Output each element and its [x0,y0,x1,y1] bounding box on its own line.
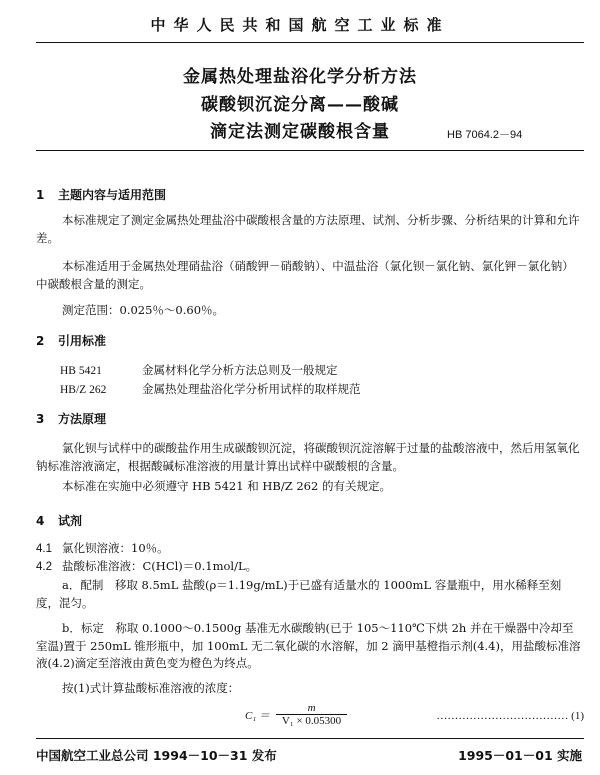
footer-rule [36,738,584,739]
calibration-paragraph: b．标定 称取 0.1000～0.1500g 基准无水碳酸钠(已于 105～110℃下烘 2h 并在干燥器中冷却至室温)置于 250mL 锥形瓶中，加 100mL 无二氧化碳的水溶解，加 2 滴甲基橙指示剂(4.4)，用盐酸标准溶液(4.2)滴定至溶液由黄色变为橙色为终点。 [36,621,581,670]
reference-title: 金属热处理盐浴化学分析用试样的取样规范 [142,382,361,396]
section-number: 4 [36,514,45,528]
section-title: 试剂 [58,514,83,528]
formula-denominator: V₁ × 0.05300 [281,715,342,727]
section-3-para-1: 氯化钡与试样中的碳酸盐作用生成碳酸钡沉淀，将碳酸钡沉淀溶解于过量的盐酸溶液中，然后用氢氧化钠标准溶液滴定，根据酸碱标准溶液的用量计算出试样中碳酸根的含量。 [36,441,580,473]
section-1-para-3: 测定范围：0.025％～0.60％。 [62,303,225,317]
title-line-2: 碳酸钡沉淀分离——酸碱 [201,95,399,115]
section-title: 主题内容与适用范围 [58,188,167,202]
formula-fraction [276,702,347,727]
title-line-1: 金属热处理盐浴化学分析方法 [183,67,417,87]
reference-code: HB/Z 262 [60,384,107,396]
section-4-heading [36,512,82,529]
formula-lhs: C₁ ＝ [245,709,270,722]
section-1-heading [36,186,166,203]
section-1-para-2: 本标准适用于金属热处理硝盐浴（硝酸钾－硝酸钠）、中温盐浴（氯化钡－氯化钠、氯化钾－氯化钠）中碳酸根含量的测定。 [36,259,574,291]
section-title: 引用标准 [58,334,107,348]
equation-number: ……………………………… (1) [436,710,584,722]
item-text: 盐酸标准溶液：C(HCl)＝0.1mol/L。 [62,559,258,573]
item-text: 氯化钡溶液：10％。 [62,541,169,555]
reagent-item-4-2 [36,558,257,574]
title-line-3: 滴定法测定碳酸根含量 [210,122,390,142]
formula-intro: 按(1)式计算盐酸标准溶液的浓度： [62,681,240,695]
reference-item [60,381,361,397]
standard-header: 中华人民共和国航空工业标准 [150,16,450,34]
reference-title: 金属材料化学分析方法总则及一般规定 [142,363,338,377]
section-title: 方法原理 [58,412,107,426]
formula-numerator: m [276,702,347,715]
section-3-heading [36,410,106,427]
section-number: 1 [36,188,45,202]
issue-date: 中国航空工业总公司 1994－10－31 发布 [36,748,277,763]
reference-code: HB 5421 [60,365,102,377]
item-number: 4.2 [36,561,52,573]
formula-1 [245,702,347,727]
reagent-item-4-1 [36,540,169,556]
section-number: 3 [36,412,45,426]
effective-date: 1995－01－01 实施 [458,748,582,763]
standard-number: HB 7064.2－94 [447,129,523,141]
preparation-paragraph: a．配制 移取 8.5mL 盐酸(ρ＝1.19g/mL)于已盛有适量水的 1000mL 容量瓶中，用水稀释至刻度，混匀。 [36,578,562,610]
section-3-para-2: 本标准在实施中必须遵守 HB 5421 和 HB/Z 262 的有关规定。 [62,479,391,493]
reference-item [60,362,338,378]
item-number: 4.1 [36,543,52,555]
section-2-heading [36,332,106,349]
section-number: 2 [36,334,45,348]
title-rule [36,150,584,151]
header-rule [36,42,584,43]
section-1-para-1: 本标准规定了测定金属热处理盐浴中碳酸根含量的方法原理、试剂、分析步骤、分析结果的计算和允许差。 [36,213,580,245]
